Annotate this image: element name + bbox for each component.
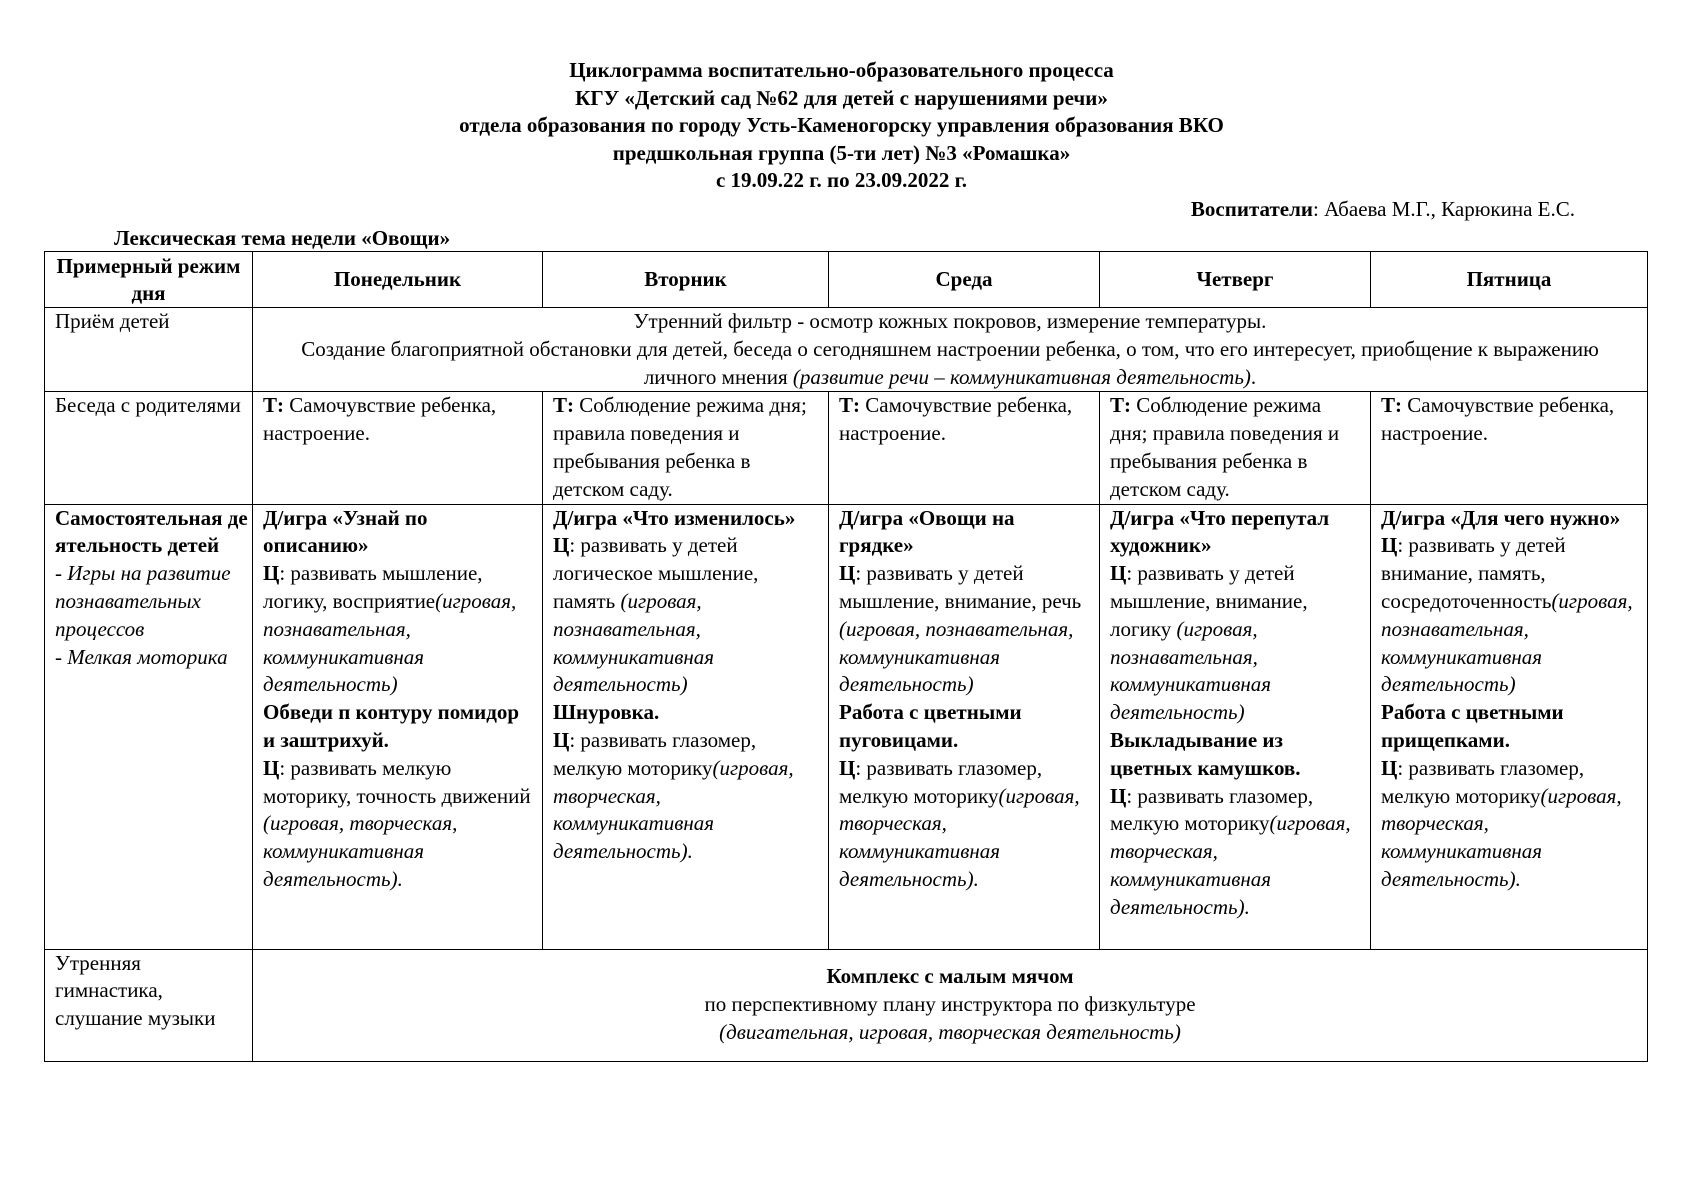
- educators-label: Воспитатели: [1190, 197, 1313, 221]
- document-header: [0, 57, 1683, 195]
- header-title: Циклограмма воспитательно-образовательного процесса: [569, 58, 1114, 82]
- header-group: предшкольная группа (5-ти лет) №3 «Ромашка»: [612, 140, 1071, 165]
- row-label-parents: Беседа с родителями: [45, 392, 253, 504]
- table-row: [45, 949, 1648, 1061]
- parents-friday: Т: Самочувствие ребенка, настроение.: [1371, 392, 1648, 504]
- gymnastics-plan: по перспективному плану инструктора по физкультуре: [704, 992, 1196, 1017]
- header-department: отдела образования по городу Усть-Каменогорску управления образования ВКО: [459, 113, 1224, 137]
- independent-tuesday: Д/игра «Что изменилось» Ц: развивать у детей логическое мышление, память (игровая, познавательная, коммуникативная деятельность) Шнуровка. Ц: развивать глазомер, мелкую моторику(игровая, творческая, коммуникативная деятельность).: [543, 504, 829, 949]
- table-row: [45, 504, 1648, 949]
- gymnastics-activity: (двигательная, игровая, творческая деятельность): [719, 1019, 1181, 1044]
- row-label-reception: Приём детей: [45, 308, 253, 392]
- table-header-row: [45, 252, 1648, 308]
- educators-names: : Абаева М.Г., Карюкина Е.С.: [1313, 197, 1575, 221]
- gymnastics-title: Комплекс с малым мячом: [826, 964, 1074, 989]
- reception-line-1: Утренний фильтр - осмотр кожных покровов, измерение температуры.: [633, 309, 1267, 333]
- reception-line-2: Создание благоприятной обстановки для детей, беседа о сегодняшнем настроении ребенка, о том, что его интересует, приобщение к выражению личного мнения (развитие речи – коммуникативная деятельность).: [301, 336, 1599, 389]
- header-cell-friday: Пятница: [1371, 252, 1648, 308]
- header-cell-tuesday: Вторник: [543, 252, 829, 308]
- parents-tuesday: Т: Соблюдение режима дня; правила поведения и пребывания ребенка в детском саду.: [543, 392, 829, 504]
- header-institution: КГУ «Детский сад №62 для детей с нарушениями речи»: [575, 85, 1108, 110]
- header-cell-thursday: Четверг: [1100, 252, 1371, 308]
- parents-monday: Т: Самочувствие ребенка, настроение.: [253, 392, 543, 504]
- schedule-table: [44, 251, 1648, 1062]
- independent-wednesday: Д/игра «Овощи на грядке» Ц: развивать у детей мышление, внимание, речь (игровая, познавательная, коммуникативная деятельность) Работа с цветными пуговицами. Ц: развивать глазомер, мелкую моторику(игровая, творческая, коммуникативная деятельность).: [829, 504, 1100, 949]
- parents-thursday: Т: Соблюдение режима дня; правила поведения и пребывания ребенка в детском саду.: [1100, 392, 1371, 504]
- header-cell-regime: Примерный режим дня: [45, 252, 253, 308]
- reception-content: [253, 308, 1648, 392]
- header-cell-monday: Понедельник: [253, 252, 543, 308]
- independent-friday: Д/игра «Для чего нужно» Ц: развивать у детей внимание, память, сосредоточенность(игровая, познавательная, коммуникативная деятельность) Работа с цветными прищепками. Ц: развивать глазомер, мелкую моторику(игровая, творческая, коммуникативная деятельность).: [1371, 504, 1648, 949]
- gymnastics-content: [253, 949, 1648, 1061]
- header-dates: с 19.09.22 г. по 23.09.2022 г.: [715, 168, 967, 192]
- week-topic: Лексическая тема недели «Овощи»: [114, 226, 451, 250]
- table-row: [45, 308, 1648, 392]
- header-cell-wednesday: Среда: [829, 252, 1100, 308]
- table-row: [45, 392, 1648, 504]
- educators: [1191, 196, 1575, 222]
- row-label-gymnastics: Утренняя гимнастика, слушание музыки: [45, 949, 253, 1061]
- parents-wednesday: Т: Самочувствие ребенка, настроение.: [829, 392, 1100, 504]
- row-label-independent: Самостоятельная деятельность детей - Игры на развитие познавательных процессов - Мелкая моторика: [45, 504, 253, 949]
- independent-thursday: Д/игра «Что перепутал художник» Ц: развивать у детей мышление, внимание, логику (игровая, познавательная, коммуникативная деятельность) Выкладывание из цветных камушков. Ц: развивать глазомер, мелкую моторику(игровая, творческая, коммуникативная деятельность).: [1100, 504, 1371, 949]
- independent-monday: Д/игра «Узнай по описанию» Ц: развивать мышление, логику, восприятие(игровая, познавательная, коммуникативная деятельность) Обведи п контуру помидор и заштрихуй. Ц: развивать мелкую моторику, точность движений (игровая, творческая, коммуникативная деятельность).: [253, 504, 543, 949]
